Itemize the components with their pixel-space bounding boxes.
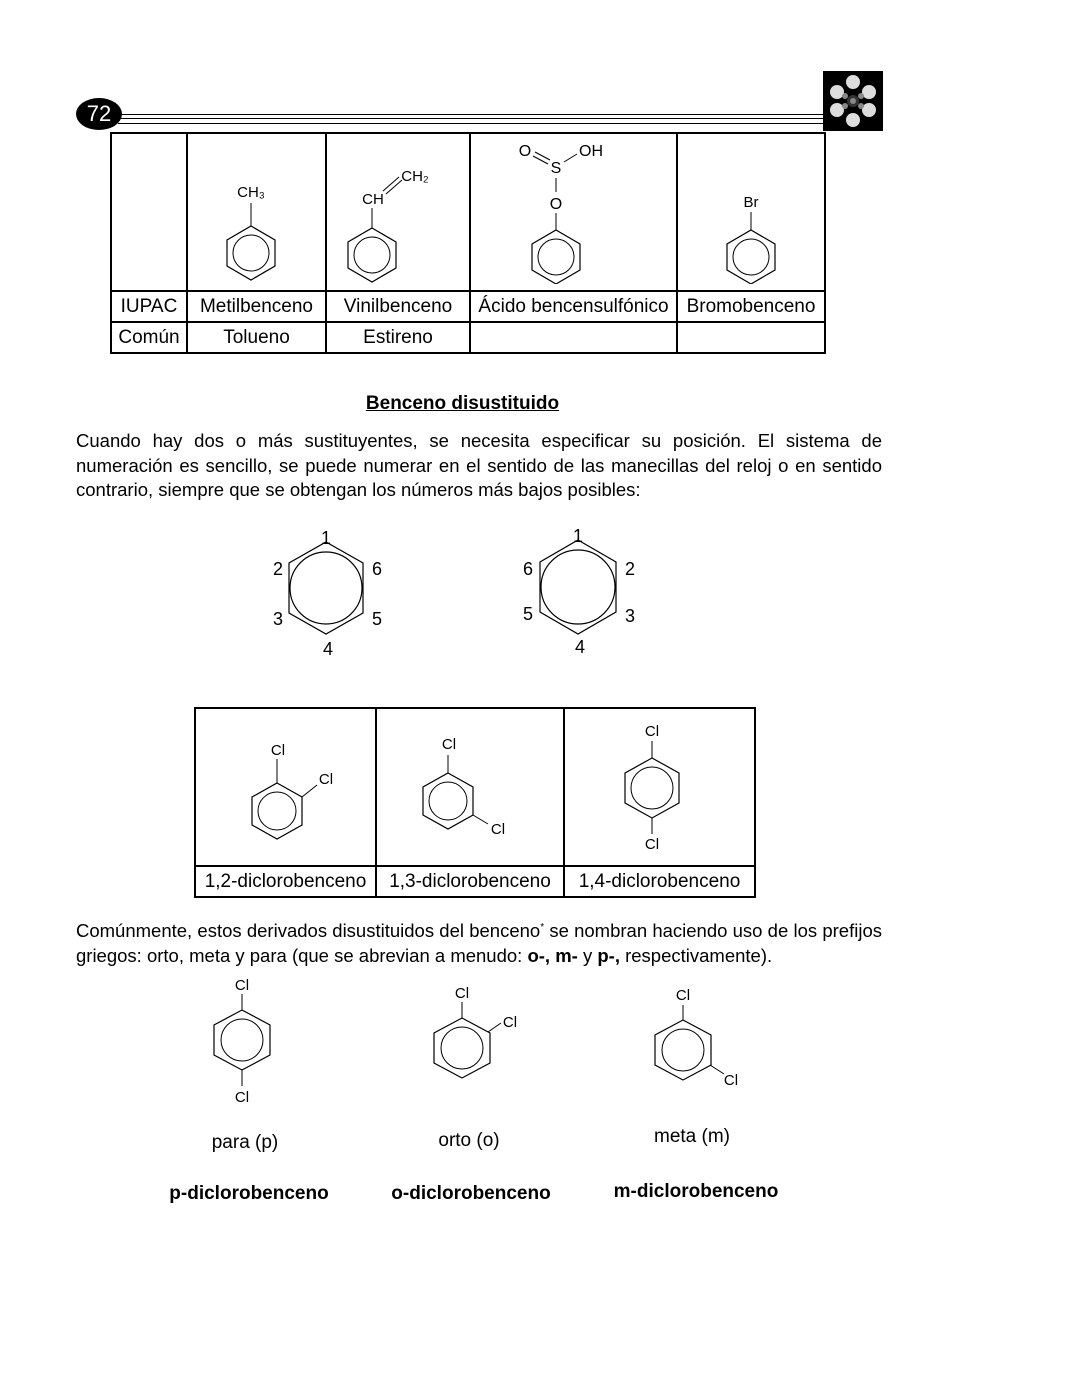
svg-text:Cl: Cl bbox=[502, 1014, 518, 1031]
svg-text:2: 2 bbox=[272, 559, 284, 579]
dichloro-name: 1,4-diclorobenceno bbox=[564, 866, 755, 897]
ortho-label: orto (o) bbox=[438, 1130, 500, 1151]
toluene-structure bbox=[187, 133, 326, 291]
common-name bbox=[677, 322, 825, 353]
styrene-structure bbox=[326, 133, 470, 291]
dichloro-name: 1,2-diclorobenceno bbox=[195, 866, 376, 897]
svg-text:Cl: Cl bbox=[723, 1072, 739, 1089]
row-label-iupac: IUPAC bbox=[111, 291, 187, 322]
svg-text:6: 6 bbox=[371, 559, 383, 579]
numbering-rings bbox=[260, 522, 660, 662]
svg-text:Br: Br bbox=[743, 194, 759, 211]
svg-text:3: 3 bbox=[272, 609, 284, 629]
svg-text:Cl: Cl bbox=[644, 723, 660, 740]
svg-text:5: 5 bbox=[371, 609, 383, 629]
monosubstituted-table bbox=[110, 132, 826, 354]
ortho-structure bbox=[195, 708, 376, 866]
header-rule-top bbox=[118, 114, 823, 115]
svg-text:OH: OH bbox=[579, 143, 603, 160]
iupac-name: Metilbenceno bbox=[187, 291, 326, 322]
svg-text:3: 3 bbox=[624, 606, 636, 626]
svg-text:O: O bbox=[518, 143, 532, 160]
sulfonic-acid-structure bbox=[470, 133, 677, 291]
svg-text:6: 6 bbox=[522, 559, 534, 579]
para-label: para (p) bbox=[211, 1132, 279, 1153]
svg-text:4: 4 bbox=[574, 637, 586, 657]
para-name: p-diclorobenceno bbox=[169, 1183, 329, 1204]
svg-text:O: O bbox=[549, 196, 563, 213]
svg-text:S: S bbox=[550, 160, 562, 177]
header-rule-bottom bbox=[118, 123, 823, 124]
common-name: Tolueno bbox=[187, 322, 326, 353]
svg-text:CH: CH bbox=[362, 191, 384, 208]
row-label-common: Común bbox=[111, 322, 187, 353]
svg-text:CH₂: CH₂ bbox=[401, 168, 429, 185]
header-rule-middle bbox=[118, 118, 823, 119]
dichloro-name: 1,3-diclorobenceno bbox=[376, 866, 564, 897]
svg-text:Cl: Cl bbox=[234, 977, 250, 994]
svg-text:Cl: Cl bbox=[644, 836, 660, 853]
meta-label: meta (m) bbox=[654, 1126, 730, 1147]
para-structure bbox=[564, 708, 755, 866]
svg-text:CH₃: CH₃ bbox=[237, 184, 265, 201]
svg-text:Cl: Cl bbox=[454, 985, 470, 1002]
svg-text:1: 1 bbox=[320, 528, 332, 548]
common-name: Estireno bbox=[326, 322, 470, 353]
svg-text:Cl: Cl bbox=[490, 821, 506, 838]
iupac-name: Vinilbenceno bbox=[326, 291, 470, 322]
svg-text:2: 2 bbox=[624, 559, 636, 579]
svg-text:Cl: Cl bbox=[318, 771, 334, 788]
iupac-name: Bromobenceno bbox=[677, 291, 825, 322]
dichlorobenzene-table bbox=[194, 707, 756, 898]
numbering-paragraph: Cuando hay dos o más sustituyentes, se necesita especificar su posición. El sistema de numeración es sencillo, se puede numerar en el sentido de las manecillas del reloj o en sentido contrario, siempre que se obtengan los números más bajos posibles: bbox=[76, 430, 882, 500]
benzene-logo-icon bbox=[823, 71, 883, 131]
empty-cell bbox=[111, 133, 187, 291]
svg-text:1: 1 bbox=[572, 526, 584, 546]
prefix-paragraph: Comúnmente, estos derivados disustituidos del benceno* se nombran haciendo uso de los prefijos griegos: orto, meta y para (que se abrevian a menudo: o-, m- y p-, respectivamente). bbox=[76, 920, 882, 966]
ortho-name: o-diclorobenceno bbox=[391, 1183, 551, 1204]
prefix-structures bbox=[180, 970, 820, 1110]
bromobenzene-structure bbox=[677, 133, 825, 291]
common-name bbox=[470, 322, 677, 353]
meta-name: m-diclorobenceno bbox=[613, 1181, 779, 1202]
page-number: 72 bbox=[76, 98, 122, 130]
svg-text:4: 4 bbox=[322, 639, 334, 659]
svg-text:Cl: Cl bbox=[441, 736, 457, 753]
iupac-name: Ácido bencensulfónico bbox=[470, 291, 677, 322]
section-title: Benceno disustituido bbox=[365, 393, 560, 414]
svg-text:Cl: Cl bbox=[675, 987, 691, 1004]
svg-text:Cl: Cl bbox=[270, 742, 286, 759]
svg-text:Cl: Cl bbox=[234, 1089, 250, 1106]
meta-structure bbox=[376, 708, 564, 866]
svg-text:5: 5 bbox=[522, 604, 534, 624]
